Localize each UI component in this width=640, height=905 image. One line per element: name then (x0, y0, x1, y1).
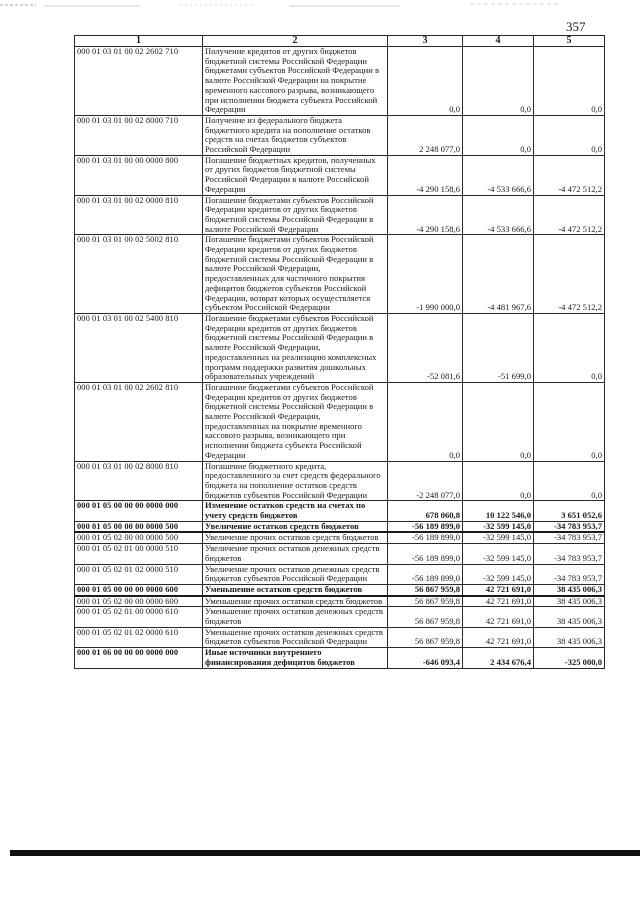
name-cell: Уменьшение прочих остатков денежных средств бюджетов субъектов Российской Федерации (203, 627, 388, 647)
code-cell: 000 01 05 02 01 00 0000 610 (75, 607, 203, 627)
value-col4-cell: 0,0 (463, 47, 534, 116)
table-row (75, 584, 605, 595)
table-row (75, 627, 605, 647)
name-cell: Уменьшение остатков средств бюджетов (203, 584, 388, 595)
value-col4-cell: -4 481 967,6 (463, 235, 534, 314)
value-col5-cell: 38 435 006,3 (534, 607, 605, 627)
name-cell: Погашение бюджетных кредитов, полученных от других бюджетов бюджетной системы Российской Федерации в валюте Российской Федерации (203, 155, 388, 195)
header-col-3: 3 (388, 36, 463, 47)
table-row (75, 235, 605, 314)
value-col5-cell: 0,0 (534, 313, 605, 382)
table-row (75, 596, 605, 607)
table-row (75, 313, 605, 382)
value-col3-cell: -52 081,6 (388, 313, 463, 382)
code-cell: 000 01 05 02 00 00 0000 500 (75, 532, 203, 543)
value-col5-cell: -34 783 953,7 (534, 532, 605, 543)
name-cell: Иные источники внутреннего финансирования дефицитов бюджетов (203, 648, 388, 668)
value-col4-cell: 42 721 691,0 (463, 627, 534, 647)
value-col5-cell: 0,0 (534, 461, 605, 501)
header-row (75, 36, 605, 47)
table-row (75, 155, 605, 195)
code-cell: 000 01 05 00 00 00 0000 000 (75, 501, 203, 521)
code-cell: 000 01 03 01 00 02 0000 810 (75, 195, 203, 235)
value-col5-cell: -325 000,0 (534, 648, 605, 668)
value-col4-cell: -32 599 145,0 (463, 521, 534, 532)
value-col4-cell: 0,0 (463, 382, 534, 461)
code-cell: 000 01 03 01 00 00 0000 800 (75, 155, 203, 195)
name-cell: Погашение бюджетами субъектов Российской Федерации кредитов от других бюджетов бюджетной системы Российской Федерации в валюте Российской Федерации, предоставленных на реализацию комплексных программ поддержки развития дошкольных образовательных учреждений (203, 313, 388, 382)
code-cell: 000 01 03 01 00 02 5002 810 (75, 235, 203, 314)
value-col3-cell: -56 189 899,0 (388, 521, 463, 532)
value-col5-cell: 0,0 (534, 47, 605, 116)
value-col3-cell: -2 248 077,0 (388, 461, 463, 501)
table-row (75, 461, 605, 501)
name-cell: Погашение бюджетного кредита, предоставленного за счет средств федерального бюджета на пополнение остатков средств бюджетов субъектов Российской Федерации (203, 461, 388, 501)
value-col3-cell: 56 867 959,8 (388, 596, 463, 607)
value-col5-cell: -34 783 953,7 (534, 521, 605, 532)
value-col3-cell: -646 093,4 (388, 648, 463, 668)
table-row (75, 607, 605, 627)
name-cell: Получение из федерального бюджета бюджетного кредита на пополнение остатков средств на счетах бюджетов субъектов Российской Федерации (203, 115, 388, 155)
value-col5-cell: -34 783 953,7 (534, 564, 605, 584)
name-cell: Погашение бюджетами субъектов Российской Федерации кредитов от других бюджетов бюджетной системы Российской Федерации в валюте Российской Федерации, предоставленных на покрытие временного кассового разрыва, возникающего при исполнении бюджета субъекта Российской Федерации (203, 382, 388, 461)
value-col3-cell: -56 189 899,0 (388, 544, 463, 564)
code-cell: 000 01 03 01 00 02 2602 810 (75, 382, 203, 461)
value-col3-cell: 0,0 (388, 382, 463, 461)
value-col5-cell: -34 783 953,7 (534, 544, 605, 564)
header-col-2: 2 (203, 36, 388, 47)
name-cell: Уменьшение прочих остатков денежных средств бюджетов (203, 607, 388, 627)
value-col3-cell: -56 189 899,0 (388, 564, 463, 584)
name-cell: Увеличение прочих остатков денежных средств бюджетов (203, 544, 388, 564)
value-col5-cell: 0,0 (534, 382, 605, 461)
value-col4-cell: 0,0 (463, 461, 534, 501)
value-col5-cell: -4 472 512,2 (534, 235, 605, 314)
name-cell: Получение кредитов от других бюджетов бюджетной системы Российской Федерации бюджетами субъектов Российской Федерации в валюте Российской Федерации на покрытие временного кассового разрыва, возникающего при исполнении бюджета субъекта Российской Федерации (203, 47, 388, 116)
table-row (75, 521, 605, 532)
code-cell: 000 01 05 00 00 00 0000 500 (75, 521, 203, 532)
name-cell: Увеличение прочих остатков средств бюджетов (203, 532, 388, 543)
value-col4-cell: -51 699,0 (463, 313, 534, 382)
code-cell: 000 01 05 00 00 00 0000 600 (75, 584, 203, 595)
name-cell: Погашение бюджетами субъектов Российской Федерации кредитов от других бюджетов бюджетной системы Российской Федерации в валюте Российской Федерации (203, 195, 388, 235)
value-col4-cell: -32 599 145,0 (463, 532, 534, 543)
code-cell: 000 01 03 01 00 02 8000 810 (75, 461, 203, 501)
name-cell: Изменение остатков средств на счетах по учету средств бюджетов (203, 501, 388, 521)
table-row (75, 47, 605, 116)
name-cell: Погашение бюджетами субъектов Российской Федерации кредитов от других бюджетов бюджетной системы Российской Федерации в валюте Российской Федерации, предоставленных для частичного покрытия дефицитов бюджетов субъектов Российской Федерации, возврат которых осуществляется субъектом Российской Федерации (203, 235, 388, 314)
value-col4-cell: 42 721 691,0 (463, 596, 534, 607)
code-cell: 000 01 05 02 01 02 0000 510 (75, 564, 203, 584)
table-row (75, 115, 605, 155)
code-cell: 000 01 03 01 00 02 5400 810 (75, 313, 203, 382)
code-cell: 000 01 03 01 00 02 8000 710 (75, 115, 203, 155)
value-col4-cell: 2 434 676,4 (463, 648, 534, 668)
value-col3-cell: 56 867 959,8 (388, 627, 463, 647)
value-col4-cell: 42 721 691,0 (463, 584, 534, 595)
value-col3-cell: 56 867 959,8 (388, 584, 463, 595)
value-col4-cell: 42 721 691,0 (463, 607, 534, 627)
code-cell: 000 01 05 02 00 00 0000 600 (75, 596, 203, 607)
name-cell: Увеличение прочих остатков денежных средств бюджетов субъектов Российской Федерации (203, 564, 388, 584)
value-col5-cell: -4 472 512,2 (534, 195, 605, 235)
value-col4-cell: -4 533 666,6 (463, 195, 534, 235)
value-col4-cell: -32 599 145,0 (463, 544, 534, 564)
code-cell: 000 01 05 02 01 00 0000 510 (75, 544, 203, 564)
header-col-5: 5 (534, 36, 605, 47)
value-col3-cell: -4 290 158,6 (388, 195, 463, 235)
header-col-4: 4 (463, 36, 534, 47)
budget-sources-table (74, 35, 605, 669)
value-col5-cell: -4 472 512,2 (534, 155, 605, 195)
value-col3-cell: 0,0 (388, 47, 463, 116)
value-col3-cell: 2 248 077,0 (388, 115, 463, 155)
table-row (75, 195, 605, 235)
code-cell: 000 01 05 02 01 02 0000 610 (75, 627, 203, 647)
value-col3-cell: -56 189 899,0 (388, 532, 463, 543)
value-col3-cell: 678 060,8 (388, 501, 463, 521)
table-row (75, 382, 605, 461)
value-col5-cell: 0,0 (534, 115, 605, 155)
page-number: 357 (566, 19, 586, 34)
value-col5-cell: 38 435 006,3 (534, 627, 605, 647)
header-col-1: 1 (75, 36, 203, 47)
value-col3-cell: 56 867 959,8 (388, 607, 463, 627)
value-col5-cell: 38 435 006,3 (534, 584, 605, 595)
code-cell: 000 01 03 01 00 02 2602 710 (75, 47, 203, 116)
table-row (75, 532, 605, 543)
value-col5-cell: 38 435 006,3 (534, 596, 605, 607)
code-cell: 000 01 06 00 00 00 0000 000 (75, 648, 203, 668)
value-col3-cell: -1 990 000,0 (388, 235, 463, 314)
value-col5-cell: 3 651 052,6 (534, 501, 605, 521)
value-col4-cell: 0,0 (463, 115, 534, 155)
name-cell: Увеличение остатков средств бюджетов (203, 521, 388, 532)
value-col4-cell: -4 533 666,6 (463, 155, 534, 195)
value-col3-cell: -4 290 158,6 (388, 155, 463, 195)
name-cell: Уменьшение прочих остатков средств бюджетов (203, 596, 388, 607)
bottom-rule (10, 850, 640, 856)
table-row (75, 501, 605, 521)
value-col4-cell: -32 599 145,0 (463, 564, 534, 584)
table-row (75, 564, 605, 584)
table-row (75, 544, 605, 564)
scan-top-marks (0, 0, 640, 12)
value-col4-cell: 10 122 546,0 (463, 501, 534, 521)
table-row (75, 648, 605, 668)
